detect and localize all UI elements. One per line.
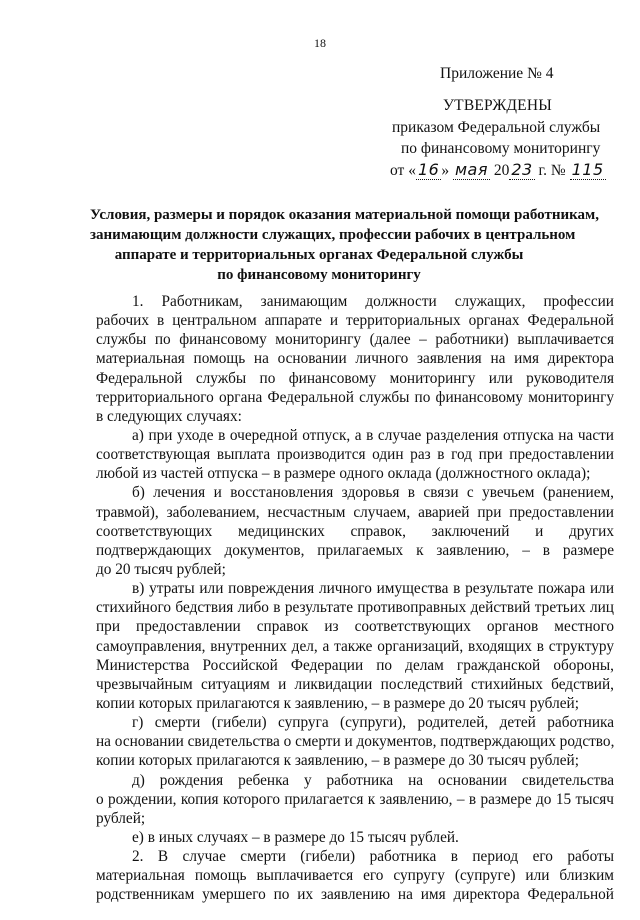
body-line: в следующих случаях: [96, 407, 242, 425]
body-line: копии которых прилагаются к заявлению, – в размере до 20 тысяч рублей; [96, 694, 579, 712]
body-line: о рождении, копия которого прилагается к заявлению, – в размере до 15 тысяч [96, 790, 614, 808]
body-line: материальная помощь на основании личного заявления на имя директора [96, 350, 614, 368]
body-line: травмой), заболеванием, несчастным случаем, аварией при предоставлении [96, 503, 614, 521]
body-line: 1. Работникам, занимающим должности служащих, профессии [132, 293, 614, 310]
body-line: подтверждающих документов, прилагаемых к заявлению, – в размере [96, 541, 614, 559]
body-line: соответствующая выплата производится один раз в год при предоставлении [96, 446, 614, 464]
body-line: Министерства Российской Федерации по делам гражданской обороны, [96, 656, 614, 674]
body-line: родственникам умершего по их заявлению на имя директора Федеральной [96, 886, 614, 904]
handwritten-year: 23 [511, 160, 533, 179]
body-line: в) утраты или повреждения личного имущества в результате пожара или [132, 580, 614, 598]
body-line: рабочих в центральном аппарате и территориальных органах Федеральной [96, 312, 614, 330]
handwritten-day: 16 [417, 160, 440, 179]
date-mid: » [441, 162, 453, 179]
approved-stamp-label: УТВЕРЖДЕНЫ [443, 97, 552, 114]
title-line: Условия, размеры и порядок оказания материальной помощи работникам, [90, 207, 600, 223]
order-line-1: приказом Федеральной службы [392, 119, 601, 136]
appendix-label: Приложение № 4 [440, 65, 554, 82]
order-date-line [390, 160, 606, 180]
body-line: а) при уходе в очередной отпуск, а в случае разделения отпуска на части [132, 426, 614, 444]
date-prefix: от « [390, 162, 416, 179]
body-line: любой из частей отпуска – в размере одного оклада (должностного оклада); [96, 465, 591, 483]
body-line: рублей; [96, 809, 146, 827]
body-line: д) рождения ребенка у работника на основании свидетельства [132, 771, 614, 789]
body-line: стихийного бедствия либо в результате противоправных действий третьих лиц [96, 599, 614, 617]
page-number: 18 [314, 36, 326, 50]
title-line: по финансовому мониторингу [217, 267, 421, 283]
body-line: материальная помощь выплачивается его супругу (супруге) или близким [96, 867, 614, 885]
date-year-prefix: 20 [489, 162, 510, 179]
body-line: Федеральной службы по финансовому мониторингу или руководителя [96, 369, 614, 387]
handwritten-month: мая [454, 160, 488, 179]
body-line: г) смерти (гибели) супруга (супруги), родителей, детей работника [132, 714, 614, 732]
title-line: занимающим должности служащих, профессии рабочих в центральном [90, 227, 576, 243]
body-line: 2. В случае смерти (гибели) работника в период его работы [132, 848, 614, 866]
handwritten-order-number: 115 [571, 160, 604, 179]
body-line: службы по финансовому мониторингу (далее – работники) выплачивается [96, 331, 614, 349]
body-line: самоуправления, внутренних дел, а также организаций, входящих в структуру [96, 637, 614, 655]
order-line-2: по финансовому мониторингу [401, 140, 601, 157]
document-title [90, 205, 600, 285]
body-line: территориального органа Федеральной службы по финансовому мониторингу [96, 388, 614, 406]
body-line: е) в иных случаях – в размере до 15 тысяч рублей. [132, 828, 459, 846]
body-line: б) лечения и восстановления здоровья в связи с увечьем (ранением, [132, 484, 614, 502]
body-line: на основании свидетельства о смерти и документов, подтверждающих родство, [96, 733, 614, 751]
body-line: чрезвычайным ситуациям и ликвидации последствий стихийных бедствий, [96, 675, 614, 693]
title-line: аппарате и территориальных органах Федеральной службы [114, 247, 524, 263]
body-line: при предоставлении справок из соответствующих органов местного [96, 618, 614, 636]
body-line: до 20 тысяч рублей; [96, 560, 226, 578]
date-number-prefix: г. № [534, 162, 570, 179]
document-body [96, 292, 614, 905]
body-line: копии которых прилагаются к заявлению, – в размере до 30 тысяч рублей; [96, 752, 579, 770]
body-line: соответствующих медицинских справок, заключений и других [96, 522, 614, 540]
